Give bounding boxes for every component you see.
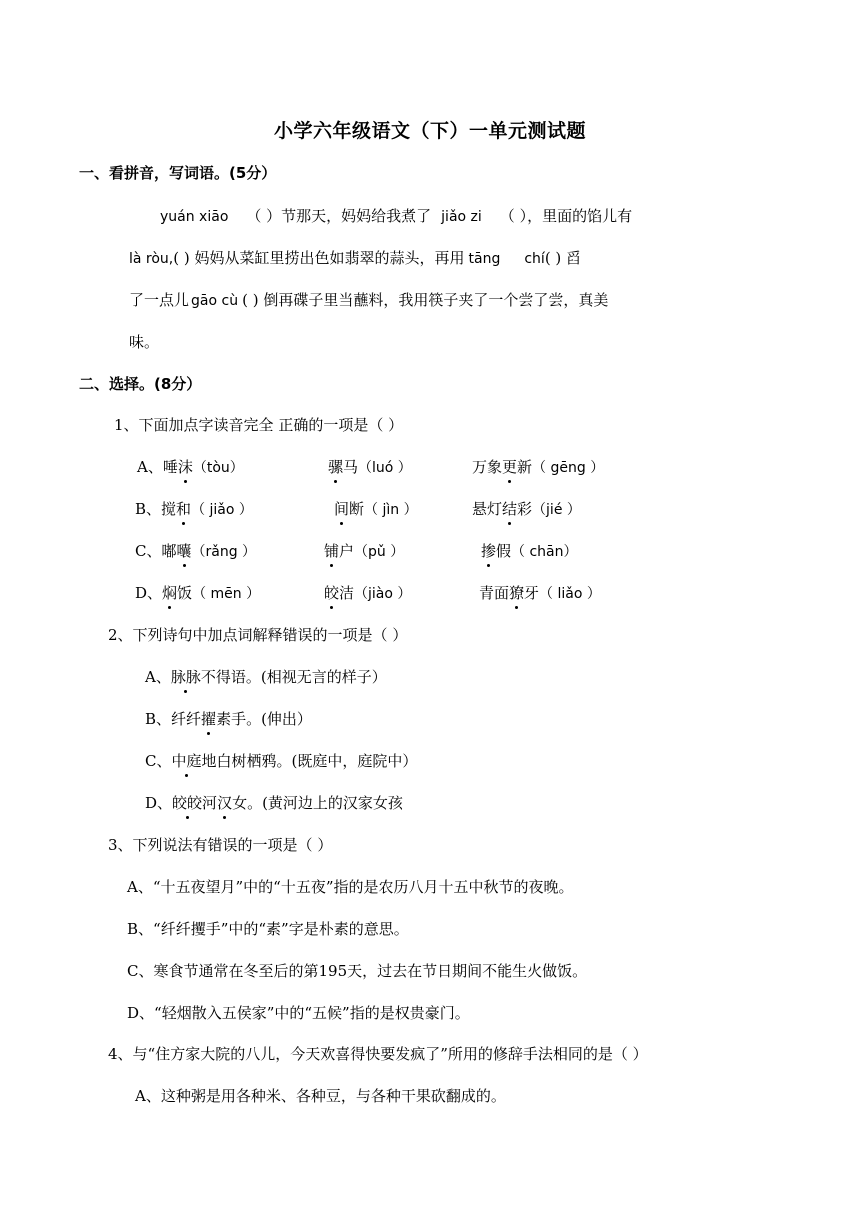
section-1-heading: 一、看拼音，写词语。(5分） xyxy=(79,164,277,182)
dotted-word: 汉 xyxy=(217,794,233,812)
pinyin-chi: chí xyxy=(524,251,545,267)
passage-text: ( ) 倒再碟子里当蘸料，我用筷子夹了一个尝了尝，真美 xyxy=(242,291,609,309)
q2-option-a: A、脉脉不得语。(相视无言的样子） xyxy=(145,668,387,686)
option-label: A、 xyxy=(145,668,171,686)
option-label: B、 xyxy=(145,710,172,728)
passage-line-3 xyxy=(129,289,608,312)
dotted-char: 皎 xyxy=(324,584,340,602)
dotted-char: 掺 xyxy=(481,542,497,560)
pinyin-jiaozi: jiǎo zi xyxy=(441,209,482,225)
passage-line-2 xyxy=(129,247,581,270)
dotted-char: 囔 xyxy=(176,542,192,560)
dotted-char: 间 xyxy=(334,500,350,518)
section-2-heading: 二、选择。(8分） xyxy=(79,375,202,393)
dotted-char: 焖 xyxy=(162,584,178,602)
q3-option-b: B、“纤纤攫手”中的“素”字是朴素的意思。 xyxy=(127,920,409,938)
dotted-word: 中庭 xyxy=(171,752,202,770)
q2-option-d: D、皎皎河汉女。(黄河边上的汉家女孩 xyxy=(145,794,403,812)
q3-option-a: A、“十五夜望月”中的“十五夜”指的是农历八月十五中秋节的夜晚。 xyxy=(127,878,574,896)
dotted-char: 更 xyxy=(502,458,518,476)
q2-option-b: B、纤纤擢素手。(伸出） xyxy=(145,710,312,728)
option-label: B、 xyxy=(135,500,162,518)
option-label: A、 xyxy=(137,458,163,476)
question-4-stem: 4、与“住方家大院的八儿，今天欢喜得快要发疯了”所用的修辞手法相同的是（ ） xyxy=(108,1045,648,1063)
q3-option-c: C、寒食节通常在冬至后的第195天，过去在节日期间不能生火做饭。 xyxy=(127,962,588,980)
option-label: D、 xyxy=(145,794,173,812)
passage-line-4: 味。 xyxy=(129,333,160,351)
passage-text: 了一点儿 xyxy=(129,291,190,309)
dotted-char: 骡 xyxy=(328,458,344,476)
passage-text: ( ) 妈妈从菜缸里捞出色如翡翠的蒜头，再用 xyxy=(173,249,465,267)
passage-text: （ ），里面的馅儿有 xyxy=(499,207,633,225)
q1-option-d: D、焖饭（ mēn ） 皎洁（jiào ） 青面獠牙（ liǎo ） xyxy=(135,584,601,602)
question-2-stem: 2、下列诗句中加点词解释错误的一项是（ ） xyxy=(108,626,408,644)
option-label: C、 xyxy=(135,542,162,560)
q4-option-a: A、这种粥是用各种米、各种豆，与各种干果砍翻成的。 xyxy=(135,1087,506,1105)
pinyin-larou: là ròu, xyxy=(129,251,174,267)
q3-option-d: D、“轻烟散入五侯家”中的“五候”指的是权贵豪门。 xyxy=(127,1004,470,1022)
dotted-char: 沫 xyxy=(177,458,193,476)
dotted-char: 铺 xyxy=(324,542,340,560)
dotted-char: 獠 xyxy=(509,584,525,602)
dotted-word: 脉脉 xyxy=(170,668,201,686)
dotted-char: 结 xyxy=(502,500,518,518)
option-label: C、 xyxy=(145,752,172,770)
pinyin-yuanxiao: yuán xiāo xyxy=(160,209,229,225)
q1-option-b: B、搅和（ jiǎo ） 间断（ jìn ） 悬灯结彩（jié ） xyxy=(135,500,581,518)
option-label: D、 xyxy=(135,584,163,602)
q1-option-c: C、嘟囔（rǎng ） 铺户（pǔ ） 掺假（ chān） xyxy=(135,542,578,560)
pinyin-tang: tāng xyxy=(468,251,501,267)
q1-option-a: A、唾沫（tòu） 骡马（luó ） 万象更新（ gēng ） xyxy=(137,458,605,476)
page-title: 小学六年级语文（下）一单元测试题 xyxy=(273,120,586,142)
dotted-word: 擢 xyxy=(201,710,217,728)
pinyin-gaocu: gāo cù xyxy=(191,293,239,309)
question-1-stem: 1、下面加点字读音完全 正确的一项是（ ） xyxy=(114,416,404,434)
passage-text: ( ) 舀 xyxy=(544,249,582,267)
passage-text: （ ）节那天，妈妈给我煮了 xyxy=(246,207,432,225)
dotted-char: 和 xyxy=(176,500,192,518)
dotted-word: 皎皎 xyxy=(172,794,203,812)
passage-line-1 xyxy=(160,205,632,228)
q2-option-c: C、中庭地白树栖鸦。(既庭中，庭院中） xyxy=(145,752,418,770)
question-3-stem: 3、下列说法有错误的一项是（ ） xyxy=(108,836,333,854)
